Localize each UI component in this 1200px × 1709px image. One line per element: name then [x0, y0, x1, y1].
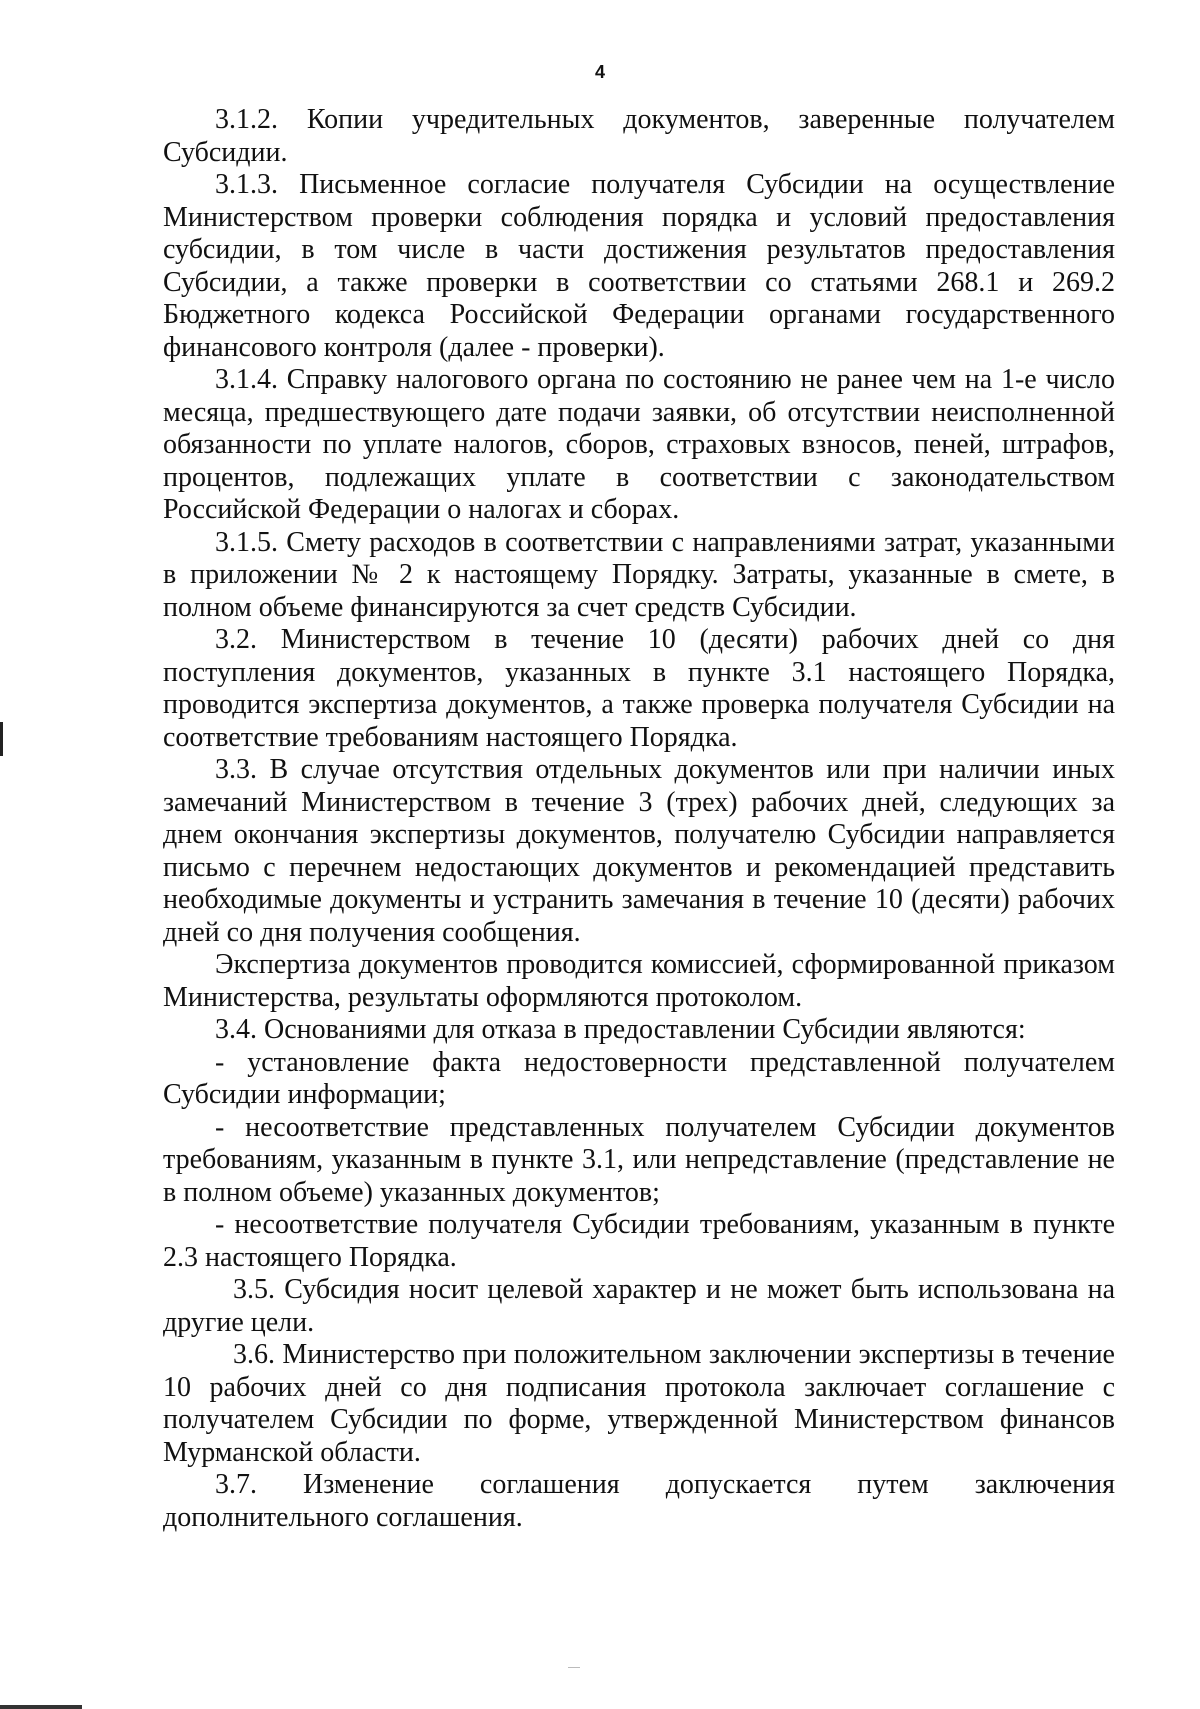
paragraph-3-1-2: 3.1.2. Копии учредительных документов, заверенные получателем Субсидии.	[163, 104, 1115, 168]
page-number: 4	[594, 62, 605, 82]
paragraph-3-3: 3.3. В случае отсутствия отдельных документов или при наличии иных замечаний Министерством в течение 3 (трех) рабочих дней, следующих за днем окончания экспертизы документов, получателю Субсидии направляется письмо с перечнем недостающих документов и рекомендацией представить необходимые документы и устранить замечания в течение 10 (десяти) рабочих дней со дня получения сообщения.	[163, 754, 1115, 948]
paragraph-3-6: 3.6. Министерство при положительном заключении экспертизы в течение 10 рабочих дней со дня подписания протокола заключает соглашение с получателем Субсидии по форме, утвержденной Министерством финансов Мурманской области.	[163, 1339, 1115, 1468]
paragraph-3-4: 3.4. Основаниями для отказа в предоставлении Субсидии являются:	[215, 1014, 1026, 1045]
paragraph-3-1-5: 3.1.5. Смету расходов в соответствии с направлениями затрат, указанными в приложении № 2 к настоящему Порядку. Затраты, указанные в смете, в полном объеме финансируются за счет средств Субсидии.	[163, 526, 1115, 623]
scan-margin-mark	[0, 722, 3, 756]
paragraph-3-5: 3.5. Субсидия носит целевой характер и не может быть использована на другие цели.	[163, 1274, 1115, 1338]
paragraph-3-2: 3.2. Министерством в течение 10 (десяти) рабочих дней со дня поступления документов, указанных в пункте 3.1 настоящего Порядка, проводится экспертиза документов, а также проверка получателя Субсидии на соответствие требованиям настоящего Порядка.	[163, 624, 1115, 753]
scan-dust-mark	[568, 1667, 580, 1668]
paragraph-3-1-3: 3.1.3. Письменное согласие получателя Субсидии на осуществление Министерством проверки соблюдения порядка и условий предоставления субсидии, в том числе в части достижения результатов предоставления Субсидии, а также проверки в соответствии со статьями 268.1 и 269.2 Бюджетного кодекса Российской Федерации органами государственного финансового контроля (далее - проверки).	[163, 169, 1115, 363]
paragraph-3-1-4: 3.1.4. Справку налогового органа по состоянию не ранее чем на 1-е число месяца, предшествующего дате подачи заявки, об отсутствии неисполненной обязанности по уплате налогов, сборов, страховых взносов, пеней, штрафов, процентов, подлежащих уплате в соответствии с законодательством Российской Федерации о налогах и сборах.	[163, 364, 1115, 525]
list-item-refusal-2: - несоответствие представленных получателем Субсидии документов требованиям, указанным в пункте 3.1, или непредставление (представление не в полном объеме) указанных документов;	[163, 1111, 1115, 1208]
scan-bottom-edge-mark	[0, 1705, 82, 1709]
paragraph-3-7: 3.7. Изменение соглашения допускается путем заключения дополнительного соглашения.	[163, 1469, 1115, 1533]
paragraph-expertise: Экспертиза документов проводится комиссией, сформированной приказом Министерства, результаты оформляются протоколом.	[163, 949, 1115, 1013]
list-item-refusal-3: - несоответствие получателя Субсидии требованиям, указанным в пункте 2.3 настоящего Порядка.	[163, 1209, 1115, 1273]
list-item-refusal-1: - установление факта недостоверности представленной получателем Субсидии информации;	[163, 1046, 1115, 1110]
document-body	[163, 104, 1115, 1534]
